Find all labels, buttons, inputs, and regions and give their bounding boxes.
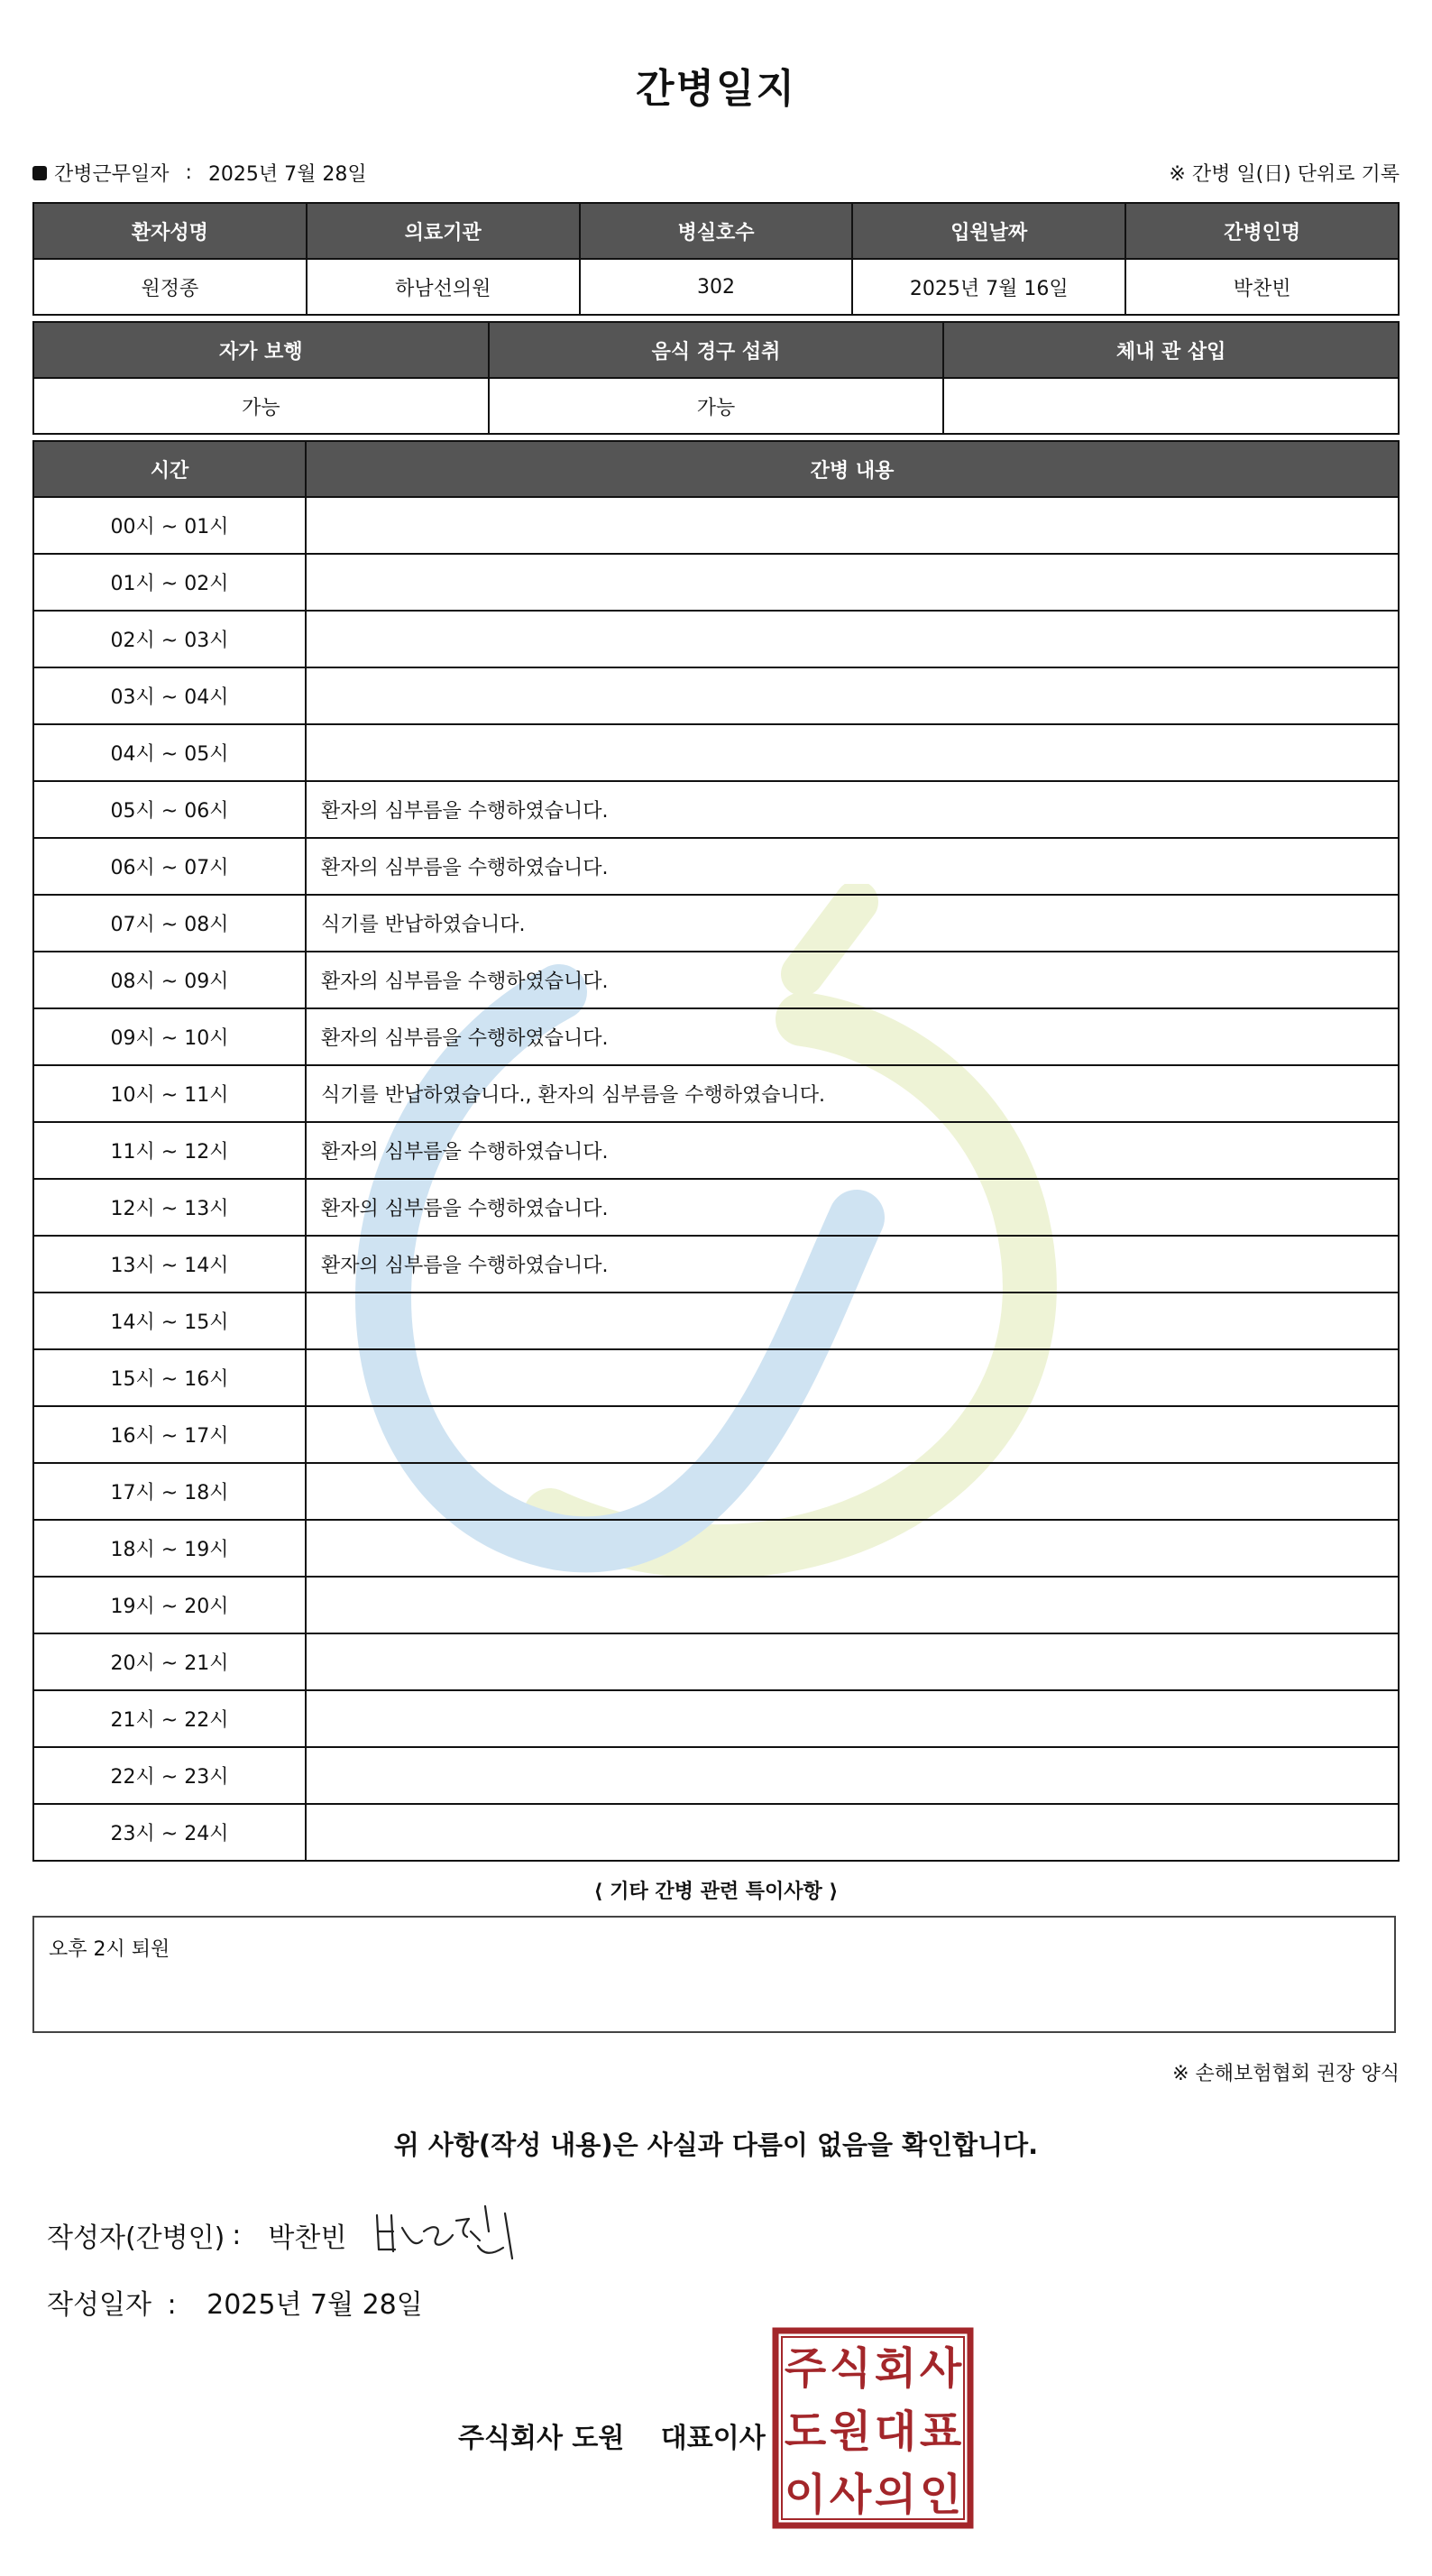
care-log-row (33, 781, 1399, 838)
seal-character: 대 (874, 2406, 917, 2457)
care-log-row (33, 1747, 1399, 1804)
work-date-colon: : (185, 161, 192, 184)
written-date-value: 2025년 7월 28일 (207, 2289, 423, 2321)
time-slot: 13시 ~ 14시 (33, 1236, 306, 1293)
work-date-value: 2025년 7월 28일 (207, 163, 367, 186)
patient-name: 원정종 (33, 259, 307, 315)
time-slot: 02시 ~ 03시 (33, 611, 306, 667)
care-log-row (33, 1463, 1399, 1520)
seal-character: 원 (829, 2406, 872, 2457)
company-seal-stamp (772, 2327, 974, 2529)
time-slot: 00시 ~ 01시 (33, 497, 306, 554)
seal-character: 이 (784, 2470, 827, 2520)
special-notes-text: 오후 2시 퇴원 (49, 1938, 170, 1961)
care-log-row (33, 554, 1399, 611)
time-slot: 23시 ~ 24시 (33, 1804, 306, 1861)
care-content (306, 497, 1399, 554)
care-log-row (33, 1236, 1399, 1293)
care-content (306, 1747, 1399, 1804)
written-date-line (47, 2282, 423, 2322)
time-slot: 07시 ~ 08시 (33, 895, 306, 952)
care-log-row (33, 1065, 1399, 1122)
time-slot: 08시 ~ 09시 (33, 952, 306, 1008)
header-hospital: 의료기관 (307, 203, 580, 259)
room-number: 302 (580, 259, 853, 315)
work-date-info (32, 159, 367, 187)
company-signature-line (458, 2415, 766, 2455)
status-header-row (33, 322, 1399, 378)
confirmation-statement: 위 사항(작성 내용)은 사실과 다름이 없음을 확인합니다. (393, 2130, 1039, 2160)
care-content (306, 1349, 1399, 1406)
care-content (306, 724, 1399, 781)
care-content (306, 1463, 1399, 1520)
care-content (306, 1406, 1399, 1463)
care-log-row (33, 895, 1399, 952)
care-log-row (33, 1804, 1399, 1861)
header-oral-intake: 음식 경구 섭취 (489, 322, 944, 378)
care-log-row (33, 1122, 1399, 1179)
header-care-content: 간병 내용 (306, 441, 1399, 497)
work-date-label: 간병근무일자 (54, 163, 170, 186)
care-log-row (33, 838, 1399, 895)
seal-character: 주 (784, 2343, 827, 2394)
care-content (306, 1690, 1399, 1747)
time-slot: 16시 ~ 17시 (33, 1406, 306, 1463)
seal-character: 의 (874, 2470, 917, 2520)
author-colon: : (232, 2219, 242, 2251)
care-log-row (33, 952, 1399, 1008)
oral-intake-value: 가능 (489, 378, 944, 434)
time-slot: 18시 ~ 19시 (33, 1520, 306, 1577)
care-content (306, 1520, 1399, 1577)
care-log-row (33, 667, 1399, 724)
care-log-table (32, 440, 1400, 1862)
header-tube-insertion: 체내 관 삽입 (943, 322, 1399, 378)
header-patient-name: 환자성명 (33, 203, 307, 259)
special-notes-title: ⟨ 기타 간병 관련 특이사항 ⟩ (593, 1881, 839, 1903)
author-label: 작성자(간병인) (47, 2222, 225, 2254)
care-log-row (33, 1406, 1399, 1463)
tube-insertion-value (943, 378, 1399, 434)
time-slot: 01시 ~ 02시 (33, 554, 306, 611)
care-log-row (33, 1179, 1399, 1236)
company-position: 대표이사 (660, 2423, 766, 2454)
insurance-note: ※ 손해보험협회 권장 양식 (1172, 2063, 1400, 2085)
time-slot: 11시 ~ 12시 (33, 1122, 306, 1179)
seal-character: 회 (874, 2343, 917, 2394)
header-time: 시간 (33, 441, 306, 497)
care-log-row (33, 1293, 1399, 1349)
care-log-row (33, 1520, 1399, 1577)
time-slot: 22시 ~ 23시 (33, 1747, 306, 1804)
self-walking-value: 가능 (33, 378, 489, 434)
care-content (306, 1804, 1399, 1861)
document-title: 간병일지 (635, 66, 796, 112)
square-bullet-icon (32, 166, 47, 180)
care-log-row (33, 611, 1399, 667)
time-slot: 15시 ~ 16시 (33, 1349, 306, 1406)
admission-date: 2025년 7월 16일 (852, 259, 1125, 315)
unit-note: ※ 간병 일(日) 단위로 기록 (1169, 163, 1400, 186)
time-slot: 10시 ~ 11시 (33, 1065, 306, 1122)
care-log-row (33, 1690, 1399, 1747)
header-self-walking: 자가 보행 (33, 322, 489, 378)
author-line (47, 2215, 346, 2255)
time-slot: 05시 ~ 06시 (33, 781, 306, 838)
care-log-row (33, 497, 1399, 554)
care-content: 환자의 심부름을 수행하였습니다. (306, 781, 1399, 838)
care-content: 환자의 심부름을 수행하였습니다. (306, 1008, 1399, 1065)
time-slot: 20시 ~ 21시 (33, 1633, 306, 1690)
care-log-row (33, 1349, 1399, 1406)
care-log-row (33, 1577, 1399, 1633)
patient-status-table (32, 321, 1400, 435)
seal-character: 표 (919, 2406, 962, 2457)
patient-info-table (32, 202, 1400, 316)
care-content: 환자의 심부름을 수행하였습니다. (306, 1236, 1399, 1293)
patient-value-row (33, 259, 1399, 315)
special-notes-box (32, 1916, 1396, 2033)
time-slot: 03시 ~ 04시 (33, 667, 306, 724)
care-content: 환자의 심부름을 수행하였습니다. (306, 1179, 1399, 1236)
written-date-label: 작성일자 (47, 2289, 151, 2321)
status-value-row (33, 378, 1399, 434)
care-content (306, 611, 1399, 667)
handwritten-signature (370, 2195, 523, 2277)
time-slot: 04시 ~ 05시 (33, 724, 306, 781)
care-content (306, 1577, 1399, 1633)
care-log-row (33, 1008, 1399, 1065)
written-date-colon: : (167, 2289, 177, 2321)
seal-character: 도 (784, 2406, 827, 2457)
care-content: 식기를 반납하였습니다., 환자의 심부름을 수행하였습니다. (306, 1065, 1399, 1122)
care-content (306, 1293, 1399, 1349)
header-admission-date: 입원날짜 (852, 203, 1125, 259)
care-content: 식기를 반납하였습니다. (306, 895, 1399, 952)
seal-character: 식 (829, 2343, 872, 2394)
care-content (306, 554, 1399, 611)
author-name: 박찬빈 (268, 2222, 347, 2254)
care-content (306, 667, 1399, 724)
time-slot: 17시 ~ 18시 (33, 1463, 306, 1520)
care-log-row (33, 1633, 1399, 1690)
care-content: 환자의 심부름을 수행하였습니다. (306, 952, 1399, 1008)
care-log-row (33, 724, 1399, 781)
patient-header-row (33, 203, 1399, 259)
header-room-number: 병실호수 (580, 203, 853, 259)
care-content (306, 1633, 1399, 1690)
hospital-name: 하남선의원 (307, 259, 580, 315)
time-slot: 12시 ~ 13시 (33, 1179, 306, 1236)
company-name: 주식회사 도원 (458, 2423, 625, 2454)
time-slot: 21시 ~ 22시 (33, 1690, 306, 1747)
care-content: 환자의 심부름을 수행하였습니다. (306, 838, 1399, 895)
seal-character: 인 (919, 2470, 962, 2520)
seal-character: 사 (919, 2343, 962, 2394)
seal-character: 사 (829, 2470, 872, 2520)
care-log-header-row (33, 441, 1399, 497)
header-caregiver-name: 간병인명 (1125, 203, 1399, 259)
care-content: 환자의 심부름을 수행하였습니다. (306, 1122, 1399, 1179)
time-slot: 19시 ~ 20시 (33, 1577, 306, 1633)
time-slot: 06시 ~ 07시 (33, 838, 306, 895)
caregiver-name: 박찬빈 (1125, 259, 1399, 315)
time-slot: 09시 ~ 10시 (33, 1008, 306, 1065)
time-slot: 14시 ~ 15시 (33, 1293, 306, 1349)
